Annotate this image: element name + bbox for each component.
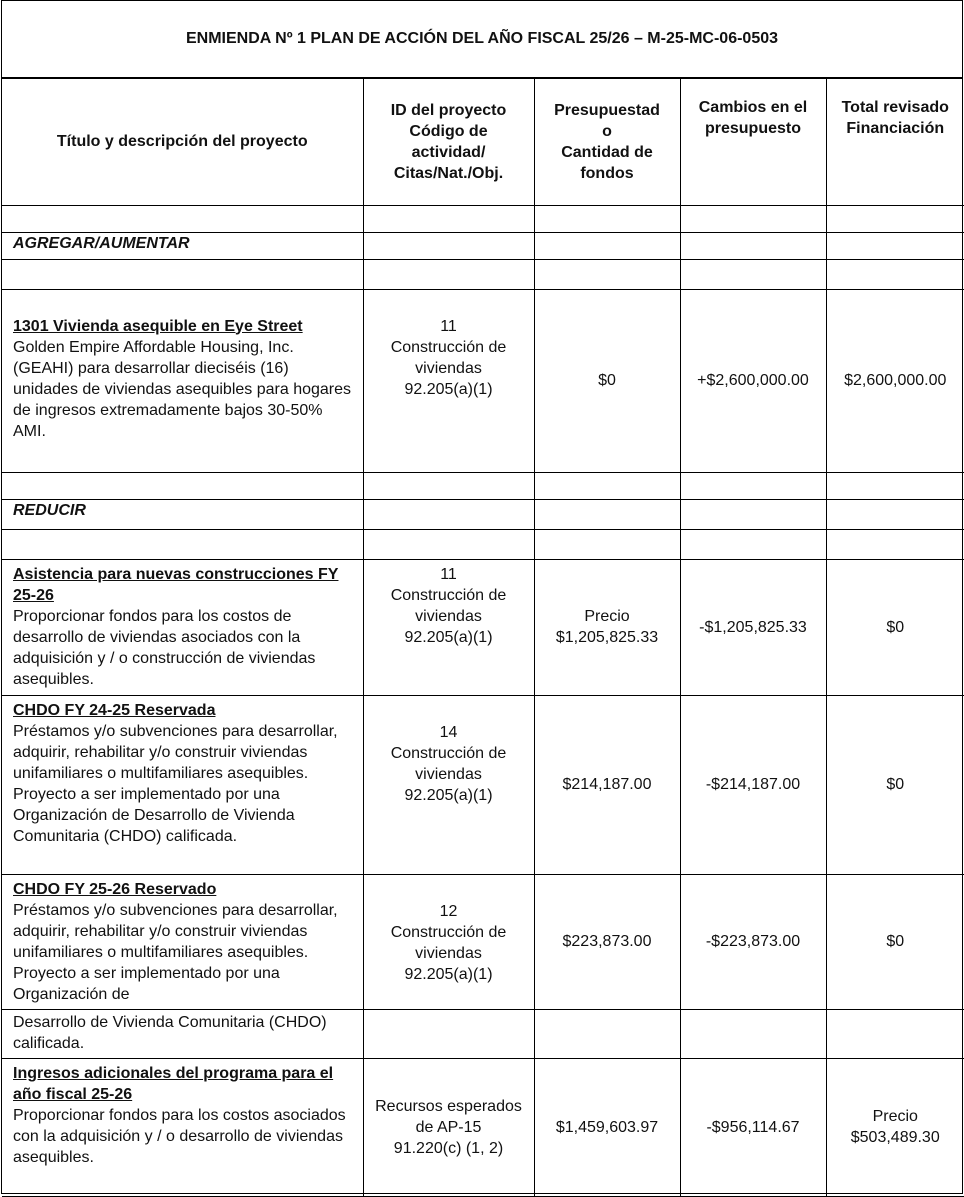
project-id-number: 14: [364, 722, 534, 743]
header-project-title: Título y descripción del proyecto: [2, 79, 363, 205]
project-revised-total-prefix: Precio: [827, 1106, 964, 1127]
project-row: [2, 1058, 964, 1196]
project-id-cell: [363, 559, 534, 695]
section-row-reduce: [2, 499, 964, 529]
header-budget-changes-text: Cambios en el presupuesto: [699, 99, 807, 137]
section-row-add: [2, 232, 964, 259]
project-title: Ingresos adicionales del programa para el año fiscal 25-26: [13, 1063, 353, 1105]
project-budget-change: -$214,187.00: [680, 695, 826, 874]
action-plan-table: [2, 79, 964, 1197]
project-description-cell: [2, 1058, 363, 1196]
header-budgeted: [534, 79, 680, 205]
project-citation: 92.205(a)(1): [364, 964, 534, 985]
amendment-document: [1, 0, 963, 1194]
project-title: Asistencia para nuevas construcciones FY 25-26: [13, 564, 353, 606]
project-budgeted-prefix: Precio: [535, 606, 680, 627]
project-citation: 92.205(a)(1): [364, 627, 534, 648]
project-budget-change: -$1,205,825.33: [680, 559, 826, 695]
project-description-continued: Desarrollo de Vivienda Comunitaria (CHDO) calificada.: [2, 1009, 363, 1058]
project-id-cell: [363, 289, 534, 472]
header-budget-changes: [680, 79, 826, 205]
project-revised-total: $0: [826, 874, 964, 1009]
project-citation: 92.205(a)(1): [364, 785, 534, 806]
project-revised-total: $2,600,000.00: [826, 289, 964, 472]
section-label-reduce: REDUCIR: [2, 499, 363, 529]
project-budgeted: $0: [534, 289, 680, 472]
project-description: Proporcionar fondos para los costos de desarrollo de viviendas asociados con la adquisición y / o construcción de viviendas asequibles.: [13, 608, 315, 688]
header-row: [2, 79, 964, 205]
project-revised-total: $0: [826, 695, 964, 874]
project-activity: Recursos esperados de AP-15: [364, 1096, 534, 1138]
project-id-number: 11: [364, 316, 534, 337]
header-project-id: [363, 79, 534, 205]
header-budgeted-line2: o: [535, 121, 680, 142]
project-budget-change: -$223,873.00: [680, 874, 826, 1009]
project-row: [2, 559, 964, 695]
project-id-cell: [363, 1058, 534, 1196]
project-description-cell: [2, 695, 363, 874]
header-budgeted-line1: Presupuestad: [535, 100, 680, 121]
document-title: ENMIENDA Nº 1 PLAN DE ACCIÓN DEL AÑO FISCAL 25/26 – M-25-MC-06-0503: [2, 1, 962, 79]
project-id-cell: [363, 874, 534, 1009]
project-row: [2, 289, 964, 472]
project-title: CHDO FY 25-26 Reservado: [13, 879, 353, 900]
project-revised-total: $0: [826, 559, 964, 695]
project-activity: Construcción de viviendas: [364, 337, 534, 379]
project-citation: 92.205(a)(1): [364, 379, 534, 400]
project-budgeted: $1,459,603.97: [534, 1058, 680, 1196]
project-budgeted: $214,187.00: [534, 695, 680, 874]
project-budget-change: +$2,600,000.00: [680, 289, 826, 472]
project-row: [2, 874, 964, 1009]
header-project-id-text: ID del proyecto Código de actividad/ Citas/Nat./Obj.: [391, 102, 507, 182]
section-label-add: AGREGAR/AUMENTAR: [2, 232, 363, 259]
spacer-row: [2, 259, 964, 289]
spacer-row: [2, 529, 964, 559]
header-revised-total-text: Total revisado Financiación: [842, 99, 949, 137]
project-id-number: 11: [364, 564, 534, 585]
project-description: Préstamos y/o subvenciones para desarrollar, adquirir, rehabilitar y/o construir viviendas unifamiliares o multifamiliares asequibles. Proyecto a ser implementado por una Organización de: [13, 902, 338, 1003]
project-id-cell: [363, 695, 534, 874]
project-budget-change: -$956,114.67: [680, 1058, 826, 1196]
project-description-cell: [2, 559, 363, 695]
project-budgeted-cell: [534, 559, 680, 695]
spacer-row: [2, 205, 964, 232]
header-budgeted-line3: Cantidad de fondos: [535, 142, 680, 184]
project-citation: 91.220(c) (1, 2): [364, 1138, 534, 1159]
project-revised-total: $503,489.30: [827, 1127, 964, 1148]
project-activity: Construcción de viviendas: [364, 585, 534, 627]
project-id-number: 12: [364, 901, 534, 922]
project-activity: Construcción de viviendas: [364, 743, 534, 785]
project-title: 1301 Vivienda asequible en Eye Street: [13, 316, 353, 337]
project-activity: Construcción de viviendas: [364, 922, 534, 964]
project-description: Proporcionar fondos para los costos asociados con la adquisición y / o desarrollo de viviendas asequibles.: [13, 1107, 346, 1166]
project-budgeted: $1,205,825.33: [535, 627, 680, 648]
header-revised-total: [826, 79, 964, 205]
project-description: Préstamos y/o subvenciones para desarrollar, adquirir, rehabilitar y/o construir viviendas unifamiliares o multifamiliares asequibles. Proyecto a ser implementado por una Organización de Desarrollo de Vivienda Comunitaria (CHDO) calificada.: [13, 723, 338, 845]
project-revised-total-cell: [826, 1058, 964, 1196]
project-title: CHDO FY 24-25 Reservada: [13, 700, 353, 721]
spacer-row: [2, 472, 964, 499]
project-description-cell: [2, 874, 363, 1009]
project-description: Golden Empire Affordable Housing, Inc. (GEAHI) para desarrollar dieciséis (16) unidades de viviendas asequibles para hogares de ingresos extremadamente bajos 30-50% AMI.: [13, 339, 351, 440]
project-budgeted: $223,873.00: [534, 874, 680, 1009]
project-continuation-row: [2, 1009, 964, 1058]
project-row: [2, 695, 964, 874]
project-description-cell: [2, 289, 363, 472]
